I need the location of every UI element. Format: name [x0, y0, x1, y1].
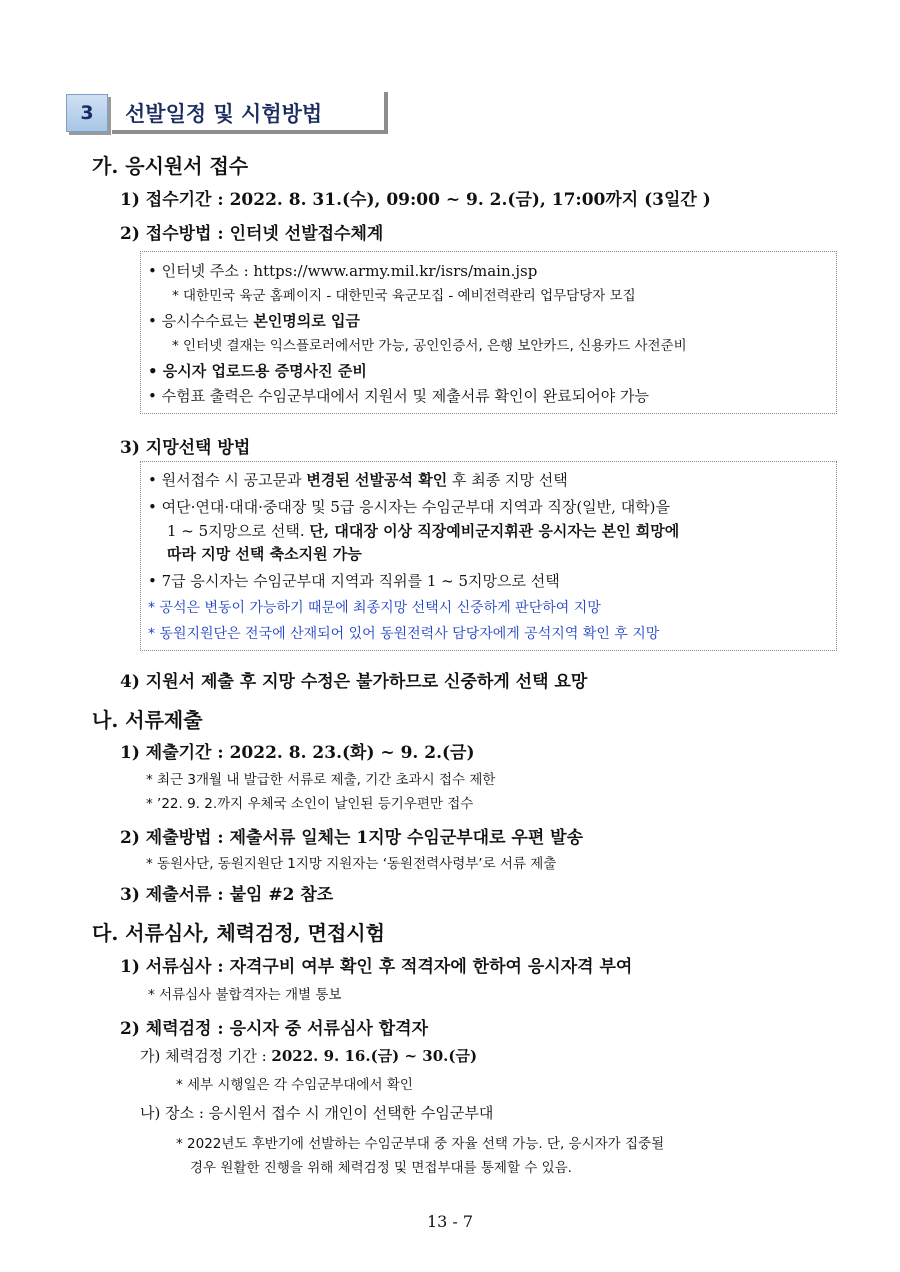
- heading-ga: 가. 응시원서 접수: [92, 154, 249, 178]
- fitness-period-note: * 세부 시행일은 각 수임군부대에서 확인: [176, 1077, 413, 1093]
- fee-note: * 인터넷 결재는 익스플로러에서만 가능, 공인인증서, 은행 보안카드, 신용카드 사전준비: [172, 338, 687, 354]
- submit-method-note: * 동원사단, 동원지원단 1지망 지원자는 ‘동원전력사령부’로 서류 제출: [146, 856, 557, 872]
- doc-review-note: * 서류심사 불합격자는 개별 통보: [148, 987, 342, 1003]
- choice-line-2b: 1 ~ 5지망으로 선택. 단, 대대장 이상 직장예비군지휘관 응시자는 본인 희망에: [167, 522, 680, 540]
- choice-line-3: • 7급 응시자는 수임군부대 지역과 직위를 1 ~ 5지망으로 선택: [148, 572, 560, 590]
- fitness-place-note-2: 경우 원활한 진행을 위해 체력검정 및 면접부대를 통제할 수 있음.: [190, 1160, 572, 1176]
- fitness-place: 나) 장소 : 응시원서 접수 시 개인이 선택한 수임군부대: [140, 1104, 494, 1122]
- section-number-badge: 3: [66, 94, 108, 132]
- internet-address-note: * 대한민국 육군 홈페이지 - 대한민국 육군모집 - 예비전력관리 업무담당자 모집: [172, 288, 636, 304]
- item-receipt-period: 1) 접수기간 : 2022. 8. 31.(수), 09:00 ~ 9. 2.(금), 17:00까지 (3일간 ): [120, 190, 711, 210]
- submit-period-note-1: * 최근 3개월 내 발급한 서류로 제출, 기간 초과시 접수 제한: [146, 772, 496, 788]
- item-fitness-test: 2) 체력검정 : 응시자 중 서류심사 합격자: [120, 1019, 428, 1039]
- heading-da: 다. 서류심사, 체력검정, 면접시험: [92, 921, 385, 945]
- ticket-line: • 수험표 출력은 수임군부대에서 지원서 및 제출서류 확인이 완료되어야 가능: [148, 387, 649, 405]
- choice-note-2: * 동원지원단은 전국에 산재되어 있어 동원전력사 담당자에게 공석지역 확인 후 지망: [148, 626, 660, 642]
- submit-period-note-2: * ’22. 9. 2.까지 우체국 소인이 날인된 등기우편만 접수: [146, 796, 474, 812]
- item-submit-method: 2) 제출방법 : 제출서류 일체는 1지망 수임군부대로 우편 발송: [120, 828, 584, 848]
- choice-line-1: • 원서접수 시 공고문과 변경된 선발공석 확인 후 최종 지망 선택: [148, 471, 568, 489]
- fitness-period: 가) 체력검정 기간 : 2022. 9. 16.(금) ~ 30.(금): [140, 1047, 478, 1065]
- choice-note-1: * 공석은 변동이 가능하기 때문에 최종지망 선택시 신중하게 판단하여 지망: [148, 600, 601, 616]
- choice-line-2: • 여단·연대·대대·중대장 및 5급 응시자는 수임군부대 지역과 직장(일반, 대학)을: [148, 498, 671, 516]
- choice-line-2c: 따라 지망 선택 축소지원 가능: [167, 545, 362, 563]
- fitness-place-note-1: * 2022년도 후반기에 선발하는 수임군부대 중 자율 선택 가능. 단, 응시자가 집중될: [176, 1136, 665, 1152]
- item-receipt-method: 2) 접수방법 : 인터넷 선발접수체계: [120, 224, 384, 244]
- section-title: 선발일정 및 시험방법: [125, 102, 323, 126]
- item-submit-period: 1) 제출기간 : 2022. 8. 23.(화) ~ 9. 2.(금): [120, 743, 475, 763]
- page-number: 13 - 7: [426, 1212, 474, 1231]
- fee-line: • 응시수수료는 본인명의로 입금: [148, 312, 360, 330]
- item-choice-method: 3) 지망선택 방법: [120, 438, 251, 458]
- internet-address: • 인터넷 주소 : https://www.army.mil.kr/isrs/main.jsp: [148, 262, 538, 280]
- item-no-edit: 4) 지원서 제출 후 지망 수정은 불가하므로 신중하게 선택 요망: [120, 672, 588, 692]
- item-submit-docs: 3) 제출서류 : 붙임 #2 참조: [120, 885, 334, 905]
- photo-line: • 응시자 업로드용 증명사진 준비: [148, 362, 367, 380]
- heading-na: 나. 서류제출: [92, 708, 203, 732]
- item-doc-review: 1) 서류심사 : 자격구비 여부 확인 후 적격자에 한하여 응시자격 부여: [120, 957, 633, 977]
